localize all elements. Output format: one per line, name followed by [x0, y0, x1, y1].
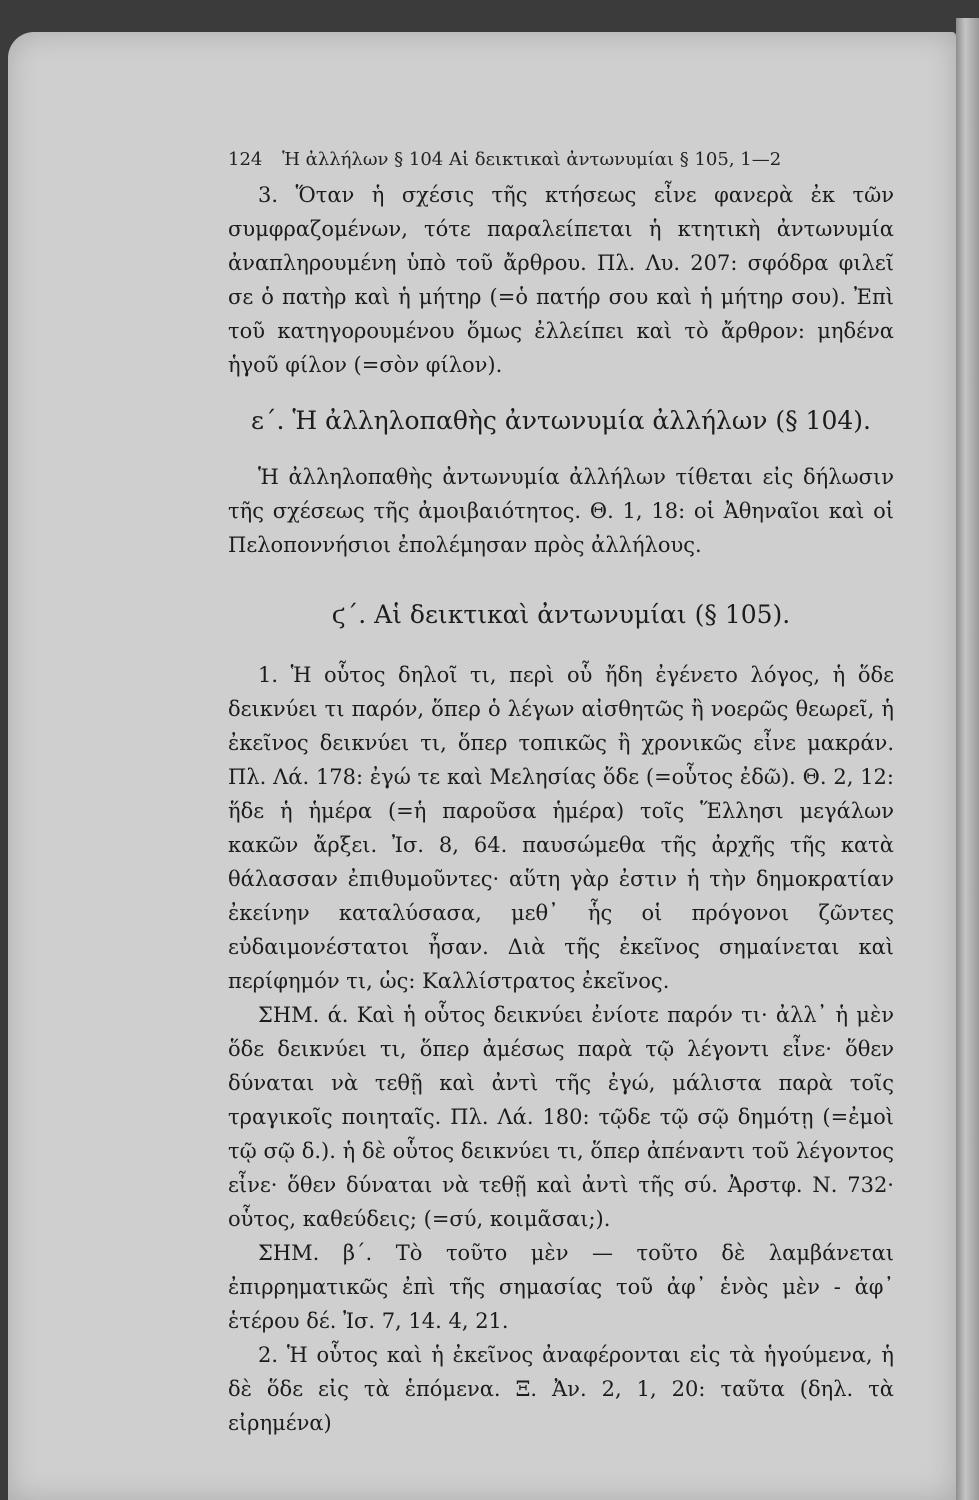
section-heading-demonstrative: ϛ΄. Αἱ δεικτικαὶ ἀντωνυμίαι (§ 105).	[331, 600, 791, 629]
note-a: ΣΗΜ. ά. Καὶ ἡ οὗτος δεικνύει ἐνίοτε παρόν τι· ἀλλ᾽ ἡ μὲν ὅδε δεικνύει τι, ὅπερ ἀμέσως παρὰ τῷ λέγοντι εἶνε· ὅθεν δύναται νὰ τεθῇ καὶ ἀντὶ τῆς ἐγώ, μάλιστα παρὰ τοῖς τραγικοῖς ποιηταῖς. Πλ. Λά. 180: τῷδε τῷ σῷ δημότῃ (=ἐμοὶ τῷ σῷ δ.). ἡ δὲ οὗτος δεικνύει τι, ὅπερ ἀπέναντι τοῦ λέγοντος εἶνε· ὅθεν δύναται νὰ τεθῇ καὶ ἀντὶ τῆς σύ. Ἀρστφ. Ν. 732· οὗτος, καθεύδεις; (=σύ, κοιμᾶσαι;).	[228, 1003, 894, 1231]
page-content	[228, 146, 894, 1440]
section-heading-reciprocal: ε΄. Ἡ ἀλληλοπαθὴς ἀντωνυμία ἀλλήλων (§ 104).	[251, 406, 871, 435]
page-edge	[956, 18, 979, 1500]
running-header	[228, 146, 894, 174]
paragraph-reciprocal: Ἡ ἀλληλοπαθὴς ἀντωνυμία ἀλλήλων τίθεται εἰς δήλωσιν τῆς σχέσεως τῆς ἀμοιβαιότητος. Θ. 1, 18: οἱ Ἀθηναῖοι καὶ οἱ Πελοποννήσιοι ἐπολέμησαν πρὸς ἀλλήλους.	[228, 465, 894, 557]
paragraph-possessive-omission: 3. Ὅταν ἡ σχέσις τῆς κτήσεως εἶνε φανερὰ ἐκ τῶν συμφραζομένων, τότε παραλείπεται ἡ κτητικὴ ἀντωνυμία ἀναπληρουμένη ὑπὸ τοῦ ἄρθρου. Πλ. Λυ. 207: σφόδρα φιλεῖ σε ὁ πατὴρ καὶ ἡ μήτηρ (=ὁ πατήρ σου καὶ ἡ μήτηρ σου). Ἐπὶ τοῦ κατηγορουμένου ὅμως ἐλλείπει καὶ τὸ ἄρθρον: μηδένα ἡγοῦ φίλον (=σὸν φίλον).	[228, 183, 894, 377]
note-b: ΣΗΜ. β΄. Τὸ τοῦτο μὲν — τοῦτο δὲ λαμβάνεται ἐπιρρηματικῶς ἐπὶ τῆς σημασίας τοῦ ἀφ᾽ ἑνὸς μὲν - ἀφ᾽ ἑτέρου δέ. Ἰσ. 7, 14. 4, 21.	[228, 1241, 894, 1333]
page-number: 124	[228, 149, 263, 170]
running-title: Ἡ ἀλλήλων § 104 Αἱ δεικτικαὶ ἀντωνυμίαι § 105, 1—2	[282, 149, 782, 170]
paragraph-demonstrative-2: 2. Ἡ οὗτος καὶ ἡ ἐκεῖνος ἀναφέρονται εἰς τὰ ἡγούμενα, ἡ δὲ ὅδε εἰς τὰ ἑπόμενα. Ξ. Ἀν. 2, 1, 20: ταῦτα (δηλ. τὰ εἰρημένα)	[228, 1343, 894, 1435]
paragraph-demonstrative-1: 1. Ἡ οὗτος δηλοῖ τι, περὶ οὗ ἤδη ἐγένετο λόγος, ἡ ὅδε δεικνύει τι παρόν, ὅπερ ὁ λέγων αἰσθητῶς ἢ νοερῶς θεωρεῖ, ἡ ἐκεῖνος δεικνύει τι, ὅπερ τοπικῶς ἢ χρονικῶς εἶνε μακράν. Πλ. Λά. 178: ἐγώ τε καὶ Μελησίας ὅδε (=οὗτος ἐδῶ). Θ. 2, 12: ἥδε ἡ ἡμέρα (=ἡ παροῦσα ἡμέρα) τοῖς Ἕλλησι μεγάλων κακῶν ἄρξει. Ἰσ. 8, 64. παυσώμεθα τῆς ἀρχῆς τῆς κατὰ θάλασσαν ἐπιθυμοῦντες· αὕτη γὰρ ἐστιν ἡ τὴν δημοκρατίαν ἐκείνην καταλύσασα, μεθ᾽ ἧς οἱ πρόγονοι ζῶντες εὐδαιμονέστατοι ἦσαν. Διὰ τῆς ἐκεῖνος σημαίνεται καὶ περίφημόν τι, ὡς: Καλλίστρατος ἐκεῖνος.	[228, 663, 894, 993]
